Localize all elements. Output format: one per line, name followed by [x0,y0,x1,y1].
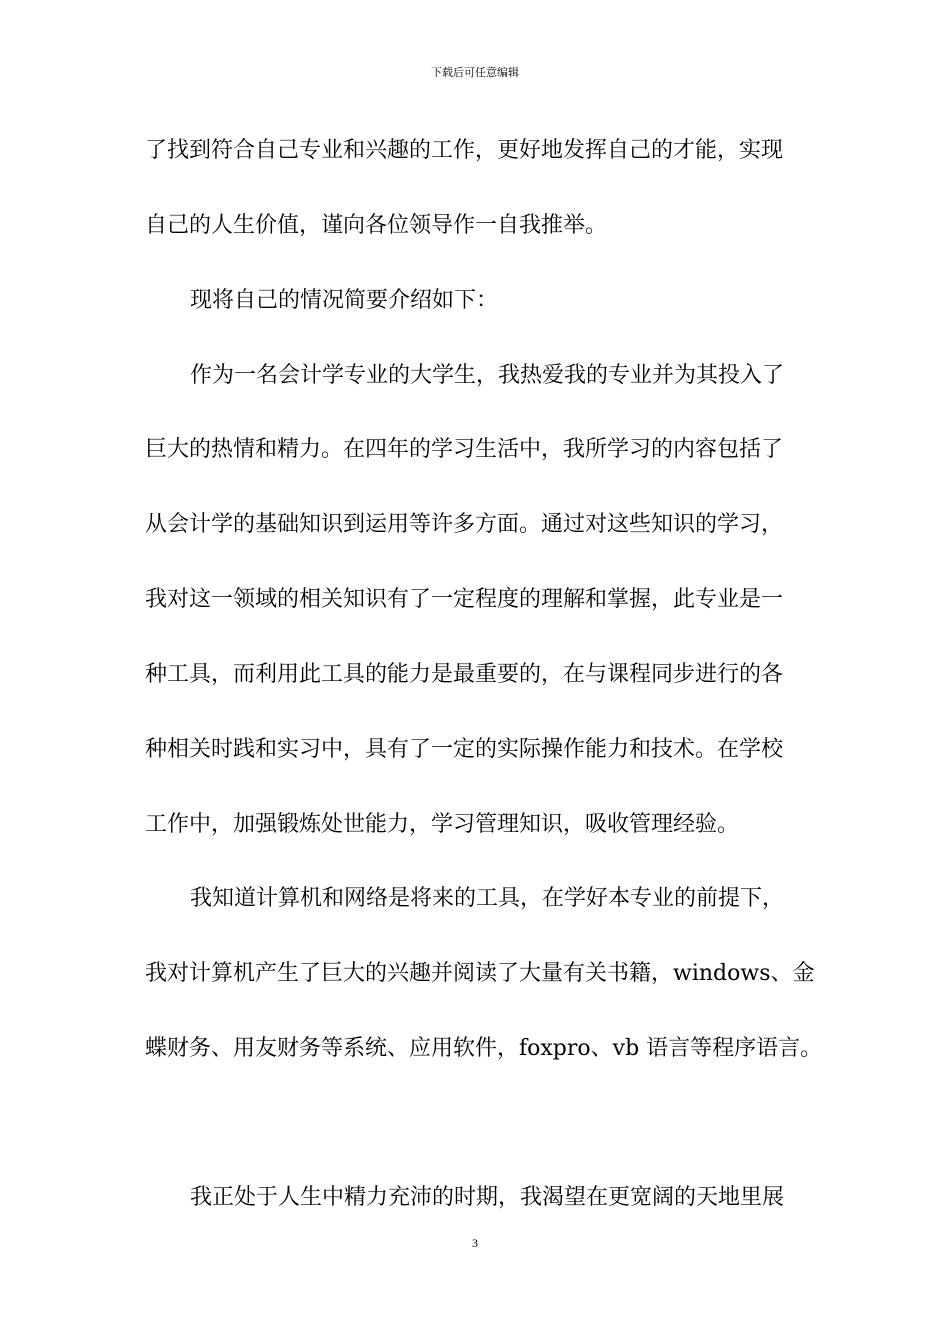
text-line: 巨大的热情和精力。在四年的学习生活中，我所学习的内容包括了 [145,437,784,462]
text-line: 工作中，加强锻炼处世能力，学习管理知识，吸收管理经验。 [145,812,740,837]
text-line: 种工具，而利用此工具的能力是最重要的，在与课程同步进行的各 [145,662,784,687]
text-line: 我对这一领域的相关知识有了一定程度的理解和掌握，此专业是一 [145,587,784,612]
text-line: 我对计算机产生了巨大的兴趣并阅读了大量有关书籍，windows、金 [145,961,815,986]
page-header: 下载后可任意编辑 [431,66,519,79]
paragraph-start-line: 我正处于人生中精力充沛的时期，我渴望在更宽阔的天地里展 [190,1185,785,1210]
text-line: 自己的人生价值，谨向各位领导作一自我推举。 [145,213,608,238]
paragraph-start-line: 现将自己的情况简要介绍如下： [190,288,499,313]
paragraph-start-line: 我知道计算机和网络是将来的工具，在学好本专业的前提下， [190,886,785,911]
text-line: 种相关时践和实习中，具有了一定的实际操作能力和技术。在学校 [145,737,784,762]
paragraph-start-line: 作为一名会计学专业的大学生，我热爱我的专业并为其投入了 [190,363,785,388]
text-line: 了找到符合自己专业和兴趣的工作，更好地发挥自己的才能，实现 [145,138,784,163]
page-number: 3 [472,1236,478,1250]
text-line: 从会计学的基础知识到运用等许多方面。通过对这些知识的学习， [145,512,784,537]
text-line: 蝶财务、用友财务等系统、应用软件，foxpro、vb 语言等程序语言。 [145,1036,823,1061]
